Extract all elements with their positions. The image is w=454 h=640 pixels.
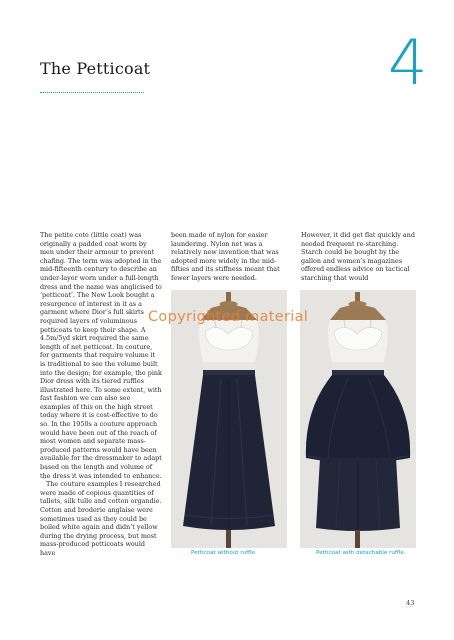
figure-caption: Petticoat with detachable ruffle. bbox=[316, 550, 406, 556]
body-column-3 bbox=[301, 231, 419, 283]
chapter-number: 4 bbox=[388, 26, 428, 99]
body-paragraph: The couture examples I researched were made of copious quantities of tallets, silk tulle and cotton organdie. Cotton and broderie anglaise were sometimes used as they could be boiled white again and didn’t yellow during the drying process, but most mass-produced petticoats would have bbox=[40, 480, 162, 557]
petticoat-photo-with-ruffle bbox=[300, 290, 416, 548]
copyright-watermark: Copyrighted material bbox=[148, 309, 309, 325]
body-paragraph: However, it did get flat quickly and needed frequent re-starching. Starch could be bought by the gallon and women’s magazines offered endless advice on tactical starching that would bbox=[301, 231, 415, 282]
dress-form-photo-icon bbox=[171, 290, 287, 548]
page-number: 43 bbox=[406, 599, 415, 607]
title-divider bbox=[40, 92, 144, 93]
body-column-2 bbox=[171, 231, 289, 283]
chapter-title: The Petticoat bbox=[40, 59, 151, 78]
figure-caption: Petticoat without ruffle. bbox=[191, 550, 257, 556]
body-paragraph: The petite cote (little coat) was originally a padded coat worn by men under their armour to prevent chafing. The term was adopted in the mid-fifteenth century to describe an under-layer worn under a full-length dress and the name was anglicised to ‘petticoat’. The New Look bought a resurgence of interest in it as a garment where Dior’s full skirts required layers of voluminous petticoats to keep their shape. A 4.5m/5yd skirt required the same length of net petticoat. In couture, for garments that require volume it is traditional to see the volume built into the design; for example, the pink Dior dress with its tiered ruffles illustrated here. To some extent, with fast fashion we can also see examples of this on the high street today where it is cost-effective to do so. In the 1950s a couture approach would have been out of the reach of most women and separate mass-produced patterns would have been available for the dressmaker to adapt based on the length and volume of the dress it was intended to enhance. bbox=[40, 231, 162, 480]
petticoat-photo-without-ruffle bbox=[171, 290, 287, 548]
body-paragraph: been made of nylon for easier laundering. Nylon net was a relatively new invention that was adopted more widely in the mid-fifties and its stiffness meant that fewer layers were needed. bbox=[171, 231, 280, 282]
dress-form-photo-icon bbox=[300, 290, 416, 548]
body-column-1 bbox=[40, 231, 162, 558]
